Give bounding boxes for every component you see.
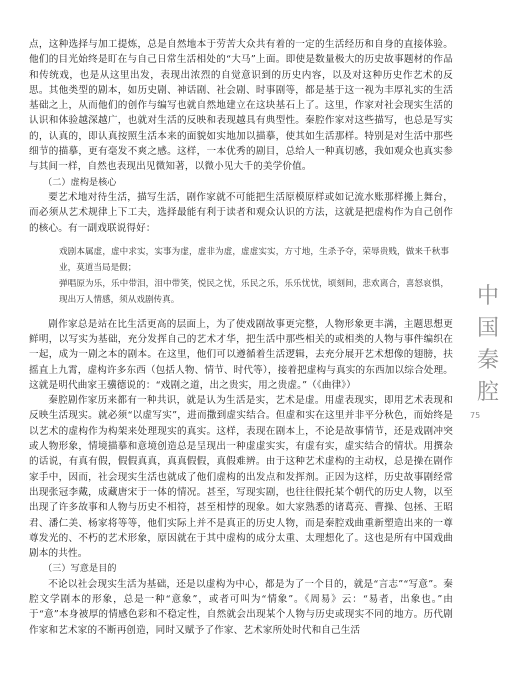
section-heading-2: （二）虚构是核心	[43, 176, 117, 188]
paragraph-fiction-core: 要艺术地对待生活，描写生活，剧作家就不可能把生活原模原样或如记流水账那样搬上舞台，而必须从艺术规律上下工夫，选择最能有利于读者和观众认识的方法，这就是把虚构作为自己创作的核心。有一副戏联说得好：	[29, 191, 453, 234]
sidebar-char-3: 秦	[476, 348, 499, 373]
couplet-line-2: 弹唱原为乐，乐中带泪，泪中带笑，悦民之忧，乐民之乐，乐乐忧忧，顷刻间，悲欢离合，喜怒哀惧，现出万人情感，须从戏剧传真。	[59, 279, 449, 306]
sidebar-char-4: 腔	[476, 380, 499, 405]
paragraph-playwright: 剧作家总是站在比生活更高的层面上，为了使戏剧故事更完整，人物形象更丰满，主题思想更鲜明，以写实为基础，充分发挥自己的艺术才华，把生活中那些相关的或相类的人物与事件编织在一起，成为一剧之本的剧本。在这里，他们可以遵循着生活逻辑，去充分展开艺术想像的翅膀，扶摇直上九霄，虚构许多东西（包括人物、情节、时代等），接着把虚构与真实的东西加以综合处理。这就是明代曲家王骥德说的：“戏剧之道，出之贵实，用之贵虚。”（《曲律》）	[29, 318, 453, 391]
section-heading-3: （三）写意是目的	[43, 563, 117, 575]
sidebar-char-2: 国	[476, 316, 499, 341]
page-number: 75	[470, 411, 481, 420]
sidebar-char-1: 中	[476, 284, 499, 309]
couplet-line-1: 戏剧本属虚，虚中求实，实事为虚，虚非为虚，虚虚实实，方寸地，生杀予夺，荣辱贵贱，做来千秋事业，莫道当局是假；	[59, 246, 449, 274]
main-text-column	[29, 37, 453, 638]
opera-couplet	[29, 244, 453, 309]
paragraph-real-and-fiction: 秦腔剧作家历来都有一种共识，就是认为生活是实，艺术是虚。用虚表现实，即用艺术表现和反映生活现实。就必须“以虚写实”，进而撒到虚实结合。但虚和实在这里并非平分秋色，而始终是以艺术的虚构作为构架来处理现实的真实。这样，表现在剧本上，不论是故事情节，还是戏剧冲突或人物形象，情境描摹和意境创造总是呈现出一种虚虚实实，有虚有实，虚实结合的情状。用撰杂的话说，有真有假，假假真真，真真假假，真假难辨。由于这种艺术虚构的主动权，总是操在剧作家手中，因而，社会现实生活也就成了他们虚构的出发点和发挥剂。正因为这样，历史故事剧经常出现张冠李戴，成藏唐宋于一体的情况。甚至，写现实剧，也往往假托某个朝代的历史人物，以至出现了许多故事和人物与历史不相符，甚至相悖的现象。如大家熟悉的诸葛亮、曹操、包拯、王昭君、潘仁美、杨家将等等，他们实际上并不是真正的历史人物，而是秦腔戏曲重新塑造出来的一尊尊发光的、不朽的艺术形象，原因就在于其中虚构的成分太重、太理想化了。这也是所有中国戏曲剧本的共性。	[29, 395, 453, 560]
paragraph-intro: 点，这种选择与加工提炼，总是自然地本于劳苦大众共有着的一定的生活经历和自身的直接体验。他们的目光始终是盯在与自己日常生活相处的“大马”上面。即使是数量极大的历史故事题材的作品和传统戏，也是从这里出发，表现出浓烈的自觉意识到的历史内容，以及对这种历史作艺术的反思。其他类型的剧本，如历史剧、神话剧、社会剧、时事剧等，都是基于这一视为丰厚礼实的生活基础之上，从而他们的创作与编写也就自然地建立在这块基石上了。这里，作家对社会现实生活的认识和体验越深越广，也就对生活的反映和表现越具有典型性。秦腔作家对这些描写，也总是写实的，认真的，即认真按照生活本来的面貌如实地加以描摹，使其如生活那样。特别是对生活中那些细节的描摹，更有毫发不爽之感。这样，一本优秀的剧目，总给人一种真切感，我如观众也真实参与其间一样，自然也表现出见微知著，以微小见大千的美学价值。	[29, 39, 453, 173]
paragraph-purpose: 不论以社会现实生活为基础，还是以虚构为中心，都是为了一个目的，就是“言志”“写意”。秦腔文学剧本的形象，总是一种“意象”，或者可叫为“情象”。《周易》云：“易者，出象也。”由于“意”本身被厚的情感色彩和不稳定性，自然就会出现某个人物与历史或现实不同的地方。历代剧作家和艺术家的不断再创造，同时又赋予了作家、艺术家所处时代和自己生活	[29, 578, 453, 636]
sidebar-book-title	[468, 281, 508, 409]
